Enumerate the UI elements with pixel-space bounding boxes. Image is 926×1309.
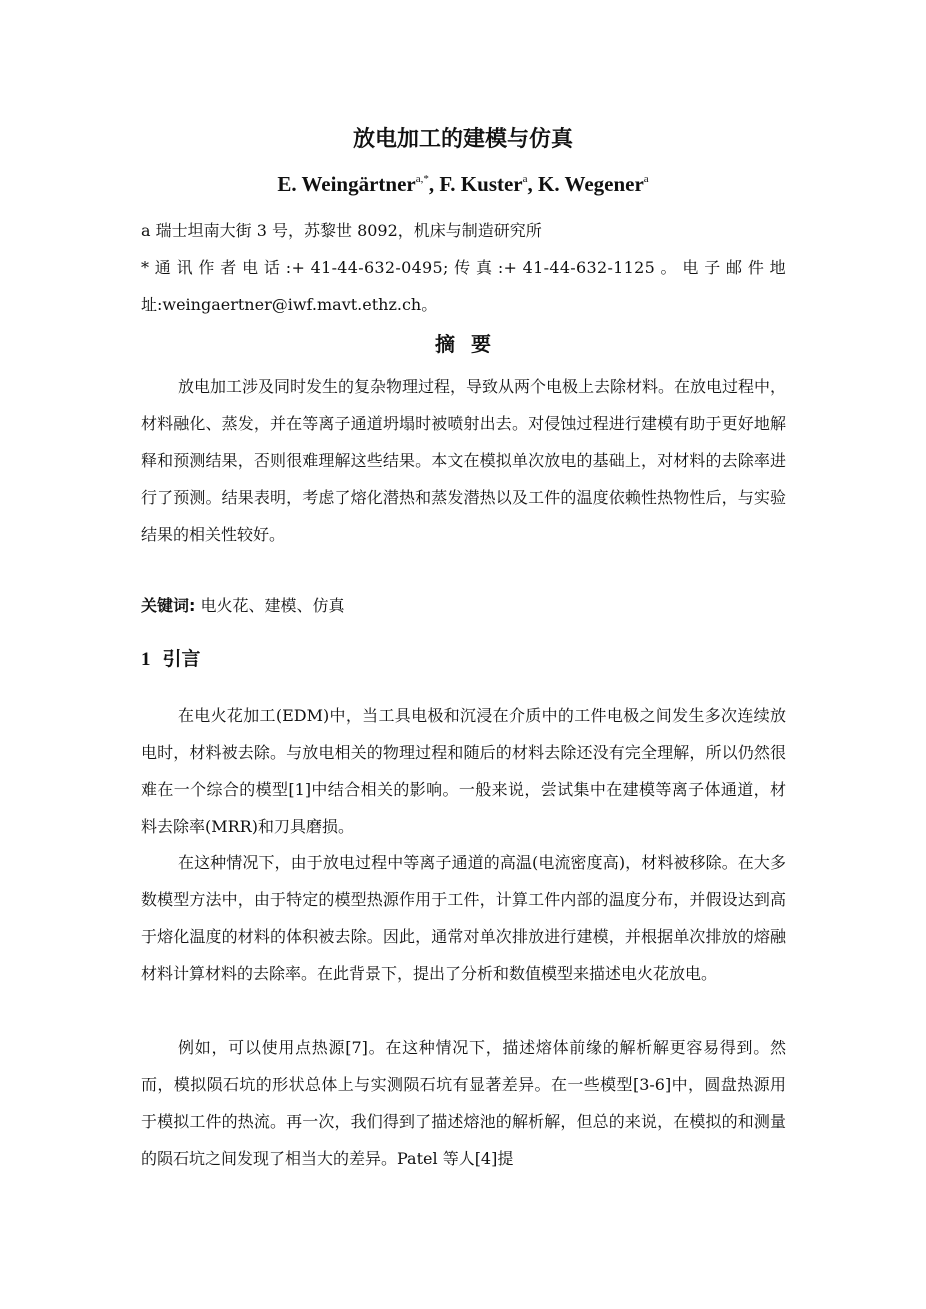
paper-title: 放电加工的建模与仿真: [352, 127, 573, 152]
corresponding-author-contact: * 通 讯 作 者 电 话 :+ 41-44-632-0495; 传 真 :+ 41-44-632-1125 。 电 子 邮 件 地: [141, 258, 786, 277]
author-affiliation-mark: a: [643, 173, 649, 185]
keywords-value: 电火花、建模、仿真: [200, 596, 345, 615]
author-name: K. Wegener: [538, 172, 644, 196]
author-name: E. Weingärtner: [277, 172, 416, 196]
body-paragraph: 在这种情况下，由于放电过程中等离子通道的高温(电流密度高)，材料被移除。在大多数模型方法中，由于特定的模型热源作用于工件，计算工件内部的温度分布，并假设达到高于熔化温度的材料的体积被去除。因此，通常对单次排放进行建模，并根据单次排放的熔融材料计算材料的去除率。在此背景下，提出了分析和数值模型来描述电火花放电。: [141, 853, 786, 983]
section-title: 引言: [162, 648, 201, 670]
email-line: 址:weingaertner@iwf.mavt.ethz.ch。: [141, 295, 438, 314]
affiliation: a 瑞士坦南大街 3 号，苏黎世 8092，机床与制造研究所: [141, 221, 542, 240]
keywords-label: 关键词:: [141, 596, 196, 615]
keywords-line: [141, 587, 786, 624]
section-number: 1: [141, 649, 151, 670]
body-paragraph: 例如，可以使用点热源[7]。在这种情况下，描述熔体前缘的解析解更容易得到。然而，模拟陨石坑的形状总体上与实测陨石坑有显著差异。在一些模型[3-6]中，圆盘热源用于模拟工件的热流。再一次，我们得到了描述熔池的解析解，但总的来说，在模拟的和测量的陨石坑之间发现了相当大的差异。Patel 等人[4]提: [141, 1038, 786, 1168]
author-separator: ,: [428, 172, 440, 196]
section-heading: [141, 644, 201, 671]
author-affiliation-mark: a: [522, 173, 528, 185]
author-separator: ,: [527, 172, 539, 196]
author-affiliation-mark: a,*: [415, 173, 429, 185]
abstract-text: 放电加工涉及同时发生的复杂物理过程，导致从两个电极上去除材料。在放电过程中，材料融化、蒸发，并在等离子通道坍塌时被喷射出去。对侵蚀过程进行建模有助于更好地解释和预测结果，否则很难理解这些结果。本文在模拟单次放电的基础上，对材料的去除率进行了预测。结果表明，考虑了熔化潜热和蒸发潜热以及工件的温度依赖性热物性后，与实验结果的相关性较好。: [141, 377, 787, 544]
author-list: [0, 172, 926, 197]
body-paragraph: 在电火花加工(EDM)中，当工具电极和沉浸在介质中的工件电极之间发生多次连续放电时，材料被去除。与放电相关的物理过程和随后的材料去除还没有完全理解，所以仍然很难在一个综合的模型[1]中结合相关的影响。一般来说，尝试集中在建模等离子体通道，材料去除率(MRR)和刀具磨损。: [141, 706, 786, 836]
abstract-heading: 摘要: [435, 332, 507, 356]
author-name: F. Kuster: [439, 172, 523, 196]
